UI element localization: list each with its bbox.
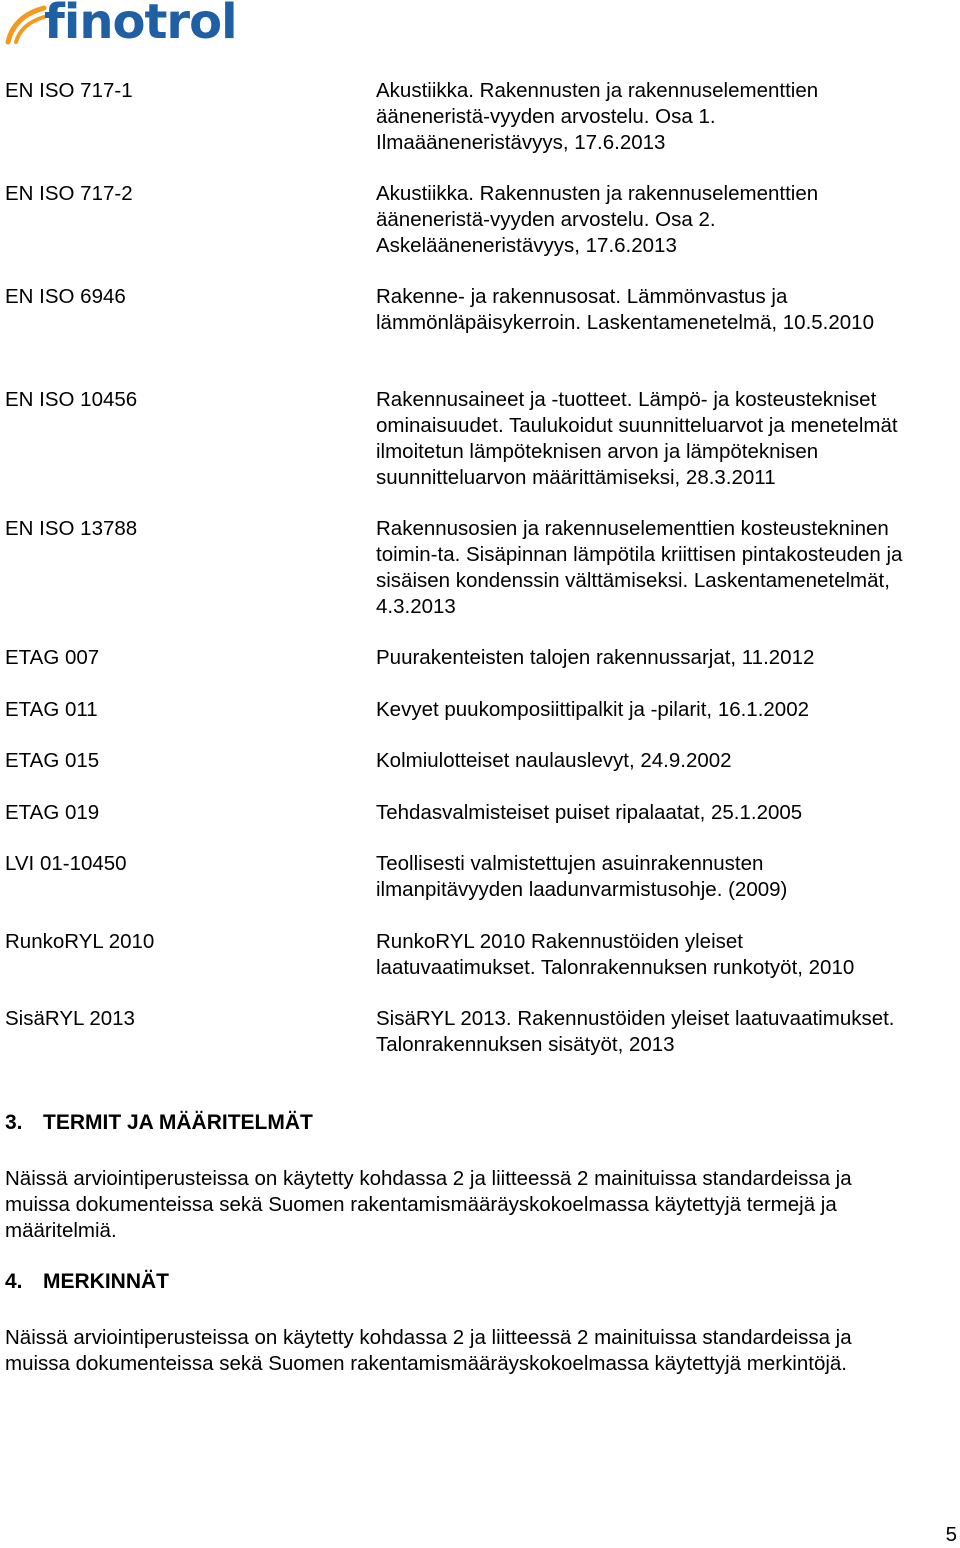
description-line: ääneneristä-vyyden arvostelu. Osa 1.	[376, 105, 716, 128]
description-line: Talonrakennuksen sisätyöt, 2013	[376, 1033, 675, 1056]
description-line: Tehdasvalmisteiset puiset ripalaatat, 25.1.2005	[376, 801, 803, 824]
standard-description	[376, 516, 960, 620]
standard-code: ETAG 007	[5, 646, 100, 669]
description-line: Puurakenteisten talojen rakennussarjat, 11.2012	[376, 646, 815, 669]
description-line: Kolmiulotteiset naulauslevyt, 24.9.2002	[376, 749, 732, 772]
description-line: Askelääneneristävyys, 17.6.2013	[376, 234, 677, 257]
standard-code: EN ISO 6946	[5, 285, 126, 308]
description-line: Rakenne- ja rakennusosat. Lämmönvastus ja	[376, 285, 788, 308]
description-line: Kevyet puukomposiittipalkit ja -pilarit, 16.1.2002	[376, 698, 810, 721]
standard-code: RunkoRYL 2010	[5, 930, 155, 953]
section-title: TERMIT JA MÄÄRITELMÄT	[43, 1111, 313, 1134]
standard-description	[376, 78, 960, 156]
standard-code: LVI 01-10450	[5, 852, 127, 875]
standard-description	[376, 284, 960, 336]
standard-code: ETAG 015	[5, 749, 100, 772]
standard-description	[376, 1006, 960, 1058]
section-heading	[5, 1269, 169, 1295]
description-line: Rakennusaineet ja -tuotteet. Lämpö- ja kosteustekniset	[376, 388, 877, 411]
description-line: laatuvaatimukset. Talonrakennuksen runkotyöt, 2010	[376, 956, 855, 979]
description-line: ilmanpitävyyden laadunvarmistusohje. (2009)	[376, 878, 788, 901]
section-title: MERKINNÄT	[43, 1270, 169, 1293]
section-number: 3.	[5, 1111, 23, 1134]
description-line: SisäRYL 2013. Rakennustöiden yleiset laatuvaatimukset.	[376, 1007, 895, 1030]
section-paragraph	[5, 1325, 955, 1377]
description-line: ominaisuudet. Taulukoidut suunnitteluarvot ja menetelmät	[376, 414, 898, 437]
section-paragraph	[5, 1166, 955, 1244]
section-number: 4.	[5, 1270, 23, 1293]
standard-code: ETAG 019	[5, 801, 100, 824]
description-line: sisäisen kondenssin välttämiseksi. Laskentamenetelmät,	[376, 569, 890, 592]
description-line: Ilmaääneneristävyys, 17.6.2013	[376, 131, 666, 154]
standard-code: SisäRYL 2013	[5, 1007, 135, 1030]
page-number: 5	[945, 1523, 957, 1546]
description-line: 4.3.2013	[376, 595, 456, 618]
standard-code: EN ISO 13788	[5, 517, 138, 540]
finotrol-logo	[4, 0, 294, 50]
paragraph-line: muissa dokumenteissa sekä Suomen rakentamismääräyskokoelmassa käytettyjä merkintöjä.	[5, 1352, 848, 1375]
standard-description	[376, 645, 960, 671]
paragraph-line: Näissä arviointiperusteissa on käytetty kohdassa 2 ja liitteessä 2 mainituissa standardeissa ja	[5, 1167, 852, 1190]
description-line: Rakennusosien ja rakennuselementtien kosteustekninen	[376, 517, 889, 540]
standard-code: EN ISO 717-2	[5, 182, 133, 205]
description-line: RunkoRYL 2010 Rakennustöiden yleiset	[376, 930, 743, 953]
description-line: ääneneristä-vyyden arvostelu. Osa 2.	[376, 208, 716, 231]
standard-description	[376, 181, 960, 259]
standard-code: EN ISO 10456	[5, 388, 138, 411]
description-line: Akustiikka. Rakennusten ja rakennuselementtien	[376, 182, 819, 205]
standard-description	[376, 800, 960, 826]
standard-description	[376, 697, 960, 723]
standard-code: ETAG 011	[5, 698, 98, 721]
standard-description	[376, 387, 960, 491]
description-line: Akustiikka. Rakennusten ja rakennuselementtien	[376, 79, 819, 102]
logo-swoosh-icon	[4, 2, 48, 46]
standard-code: EN ISO 717-1	[5, 79, 133, 102]
paragraph-line: muissa dokumenteissa sekä Suomen rakentamismääräyskokoelmassa käytettyjä termejä ja	[5, 1193, 837, 1216]
paragraph-line: Näissä arviointiperusteissa on käytetty kohdassa 2 ja liitteessä 2 mainituissa standardeissa ja	[5, 1326, 852, 1349]
standard-description	[376, 929, 960, 981]
description-line: lämmönläpäisykerroin. Laskentamenetelmä, 10.5.2010	[376, 311, 874, 334]
standard-description	[376, 748, 960, 774]
description-line: toimin-ta. Sisäpinnan lämpötila kriittisen pintakosteuden ja	[376, 543, 903, 566]
description-line: suunnitteluarvon määrittämiseksi, 28.3.2011	[376, 466, 776, 489]
paragraph-line: määritelmiä.	[5, 1219, 117, 1242]
description-line: ilmoitetun lämpöteknisen arvon ja lämpöteknisen	[376, 440, 819, 463]
logo-text: finotrol	[44, 0, 237, 50]
standard-description	[376, 851, 960, 903]
description-line: Teollisesti valmistettujen asuinrakennusten	[376, 852, 764, 875]
section-heading	[5, 1110, 313, 1136]
